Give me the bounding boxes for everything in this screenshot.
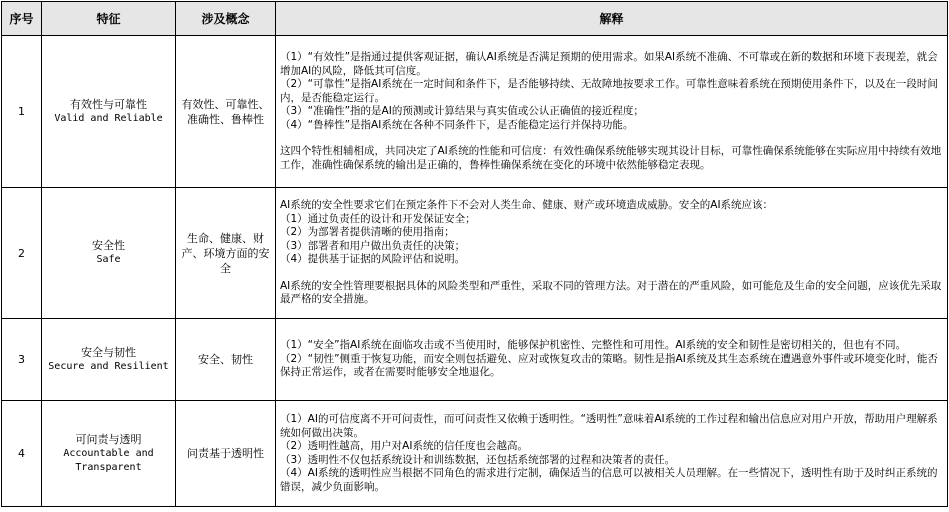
row-number: 3 [2, 319, 42, 401]
explanation-line: （3）透明性不仅包括系统设计和训练数据，还包括系统部署的过程和决策者的责任。 [280, 453, 676, 466]
feature-cell [42, 188, 176, 319]
explanation-line: （1）通过负责任的设计和开发保证安全； [280, 212, 476, 225]
concepts-cell: 有效性、可靠性、准确性、鲁棒性 [176, 36, 276, 188]
explanation-cell [276, 188, 948, 319]
explanation-line: 这四个特性相辅相成，共同决定了AI系统的性能和可信度：有效性确保系统能够实现其设计目标，可靠性确保系统能够在实际应用中持续有效地工作，准确性确保系统的输出是正确的，鲁棒性确保系统在变化的环境中依然能够稳定表现。 [280, 145, 942, 171]
feature-zh: 安全性 [92, 239, 125, 252]
explanation-line: （2）“可靠性”是指AI系统在一定时间和条件下，是否能够持续、无故障地按要求工作。可靠性意味着系统在预期使用条件下，以及在一段时间内，是否能稳定运行。 [280, 78, 938, 104]
header-feature: 特征 [42, 2, 176, 36]
table-row [2, 319, 948, 401]
feature-cell [42, 319, 176, 401]
explanation-line: （2）透明性越高，用户对AI系统的信任度也会越高。 [280, 440, 528, 452]
table-row [2, 36, 948, 188]
explanation-cell [276, 319, 948, 401]
explanation-line: （4）“鲁棒性”是指AI系统在各种不同条件下，是否能稳定运行并保持功能。 [280, 118, 634, 131]
explanation-line: （4）AI系统的透明性应当根据不同角色的需求进行定制，确保适当的信息可以被相关人员理解。在一些情况下，透明性有助于及时纠正系统的错误，减少负面影响。 [280, 467, 938, 493]
explanation-line: AI系统的安全性管理要根据具体的风险类型和严重性，采取不同的管理方法。对于潜在的严重风险，如可能危及生命的安全问题，应该优先采取最严格的安全措施。 [280, 279, 942, 306]
feature-en: Secure and Resilient [48, 360, 169, 372]
feature-en: Safe [96, 254, 121, 265]
characteristics-table [1, 1, 948, 507]
explanation-line: （3）“准确性”指的是AI的预测或计算结果与真实值或公认正确值的接近程度； [280, 105, 644, 117]
explanation-cell [276, 401, 948, 507]
table-row [2, 188, 948, 319]
row-number: 2 [2, 188, 42, 319]
paragraph-gap [280, 132, 943, 145]
explanation-line: AI系统的安全性要求它们在预定条件下不会对人类生命、健康、财产或环境造成威胁。安全的AI系统应该： [280, 199, 774, 212]
explanation-cell [276, 36, 948, 188]
feature-en: Accountable and Transparent [63, 447, 154, 473]
feature-cell [42, 401, 176, 507]
concepts-cell: 问责基于透明性 [176, 401, 276, 507]
row-number: 1 [2, 36, 42, 188]
header-row [2, 2, 948, 36]
feature-cell [42, 36, 176, 188]
table-row [2, 401, 948, 507]
explanation-line: （1）AI的可信度离不开可问责性，而可问责性又依赖于透明性。“透明性”意味着AI系统的工作过程和输出信息应对用户开放，帮助用户理解系统如何做出决策。 [280, 413, 938, 439]
explanation-line: （2）“韧性”侧重于恢复功能，而安全则包括避免、应对或恢复攻击的策略。韧性是指AI系统及其生态系统在遭遇意外事件或环境变化时，能否保持正常运作，或者在需要时能够安全地退化。 [280, 352, 938, 379]
header-explanation: 解释 [276, 2, 948, 36]
explanation-line: （1）“有效性”是指通过提供客观证据，确认AI系统是否满足预期的使用需求。如果AI系统不准确、不可靠或在新的数据和环境下表现差，就会增加AI的风险，降低其可信度。 [280, 51, 938, 77]
concepts-cell: 生命、健康、财产、环境方面的安全 [176, 188, 276, 319]
explanation-line: （4）提供基于证据的风险评估和说明。 [280, 253, 466, 266]
row-number: 4 [2, 401, 42, 507]
feature-en: Valid and Reliable [54, 112, 163, 124]
feature-zh: 可问责与透明 [75, 432, 142, 446]
feature-zh: 安全与韧性 [81, 345, 136, 359]
paragraph-gap [280, 267, 943, 280]
header-no: 序号 [2, 2, 42, 36]
explanation-line: （2）为部署者提供清晰的使用指南； [280, 226, 455, 239]
feature-zh: 有效性与可靠性 [70, 97, 147, 111]
header-concepts: 涉及概念 [176, 2, 276, 36]
concepts-cell: 安全、韧性 [176, 319, 276, 401]
explanation-line: （3）部署者和用户做出负责任的决策； [280, 239, 466, 252]
explanation-line: （1）“安全”指AI系统在面临攻击或不当使用时，能够保护机密性、完整性和可用性。AI系统的安全和韧性是密切相关的，但也有不同。 [280, 339, 907, 352]
